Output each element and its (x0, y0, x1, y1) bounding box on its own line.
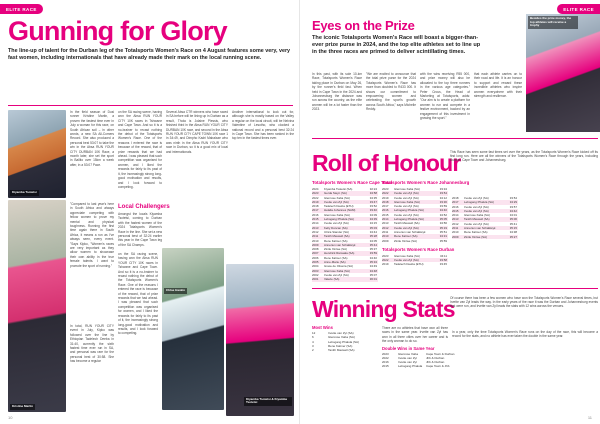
table-cell: 2016 (382, 360, 389, 365)
table-cell: Glenrose Xaba (SA) (394, 187, 420, 191)
table-row (312, 277, 378, 281)
table-cell: 2002 (312, 272, 319, 277)
elite-race-tag: ELITE RACE (557, 4, 600, 14)
table-cell: 2001 (312, 277, 319, 282)
table-cell: Kelly Duncan (SA) (324, 225, 348, 230)
table-cell: Irvette van Zyl (SA) (324, 199, 349, 204)
table-cell: 34:49 (369, 264, 377, 269)
table-cell: 33:52 (369, 204, 377, 209)
table-cell: 2014 (382, 217, 389, 222)
photo-caption: Besides the prize money, the top athletes will receive a trophy (528, 16, 578, 29)
table-cell: 2012 (382, 225, 389, 230)
table-heading: Totalsports Women's Race Johannesburg (382, 180, 470, 185)
table-row (382, 364, 448, 368)
athlete-photo (8, 200, 66, 412)
table-cell: 33:59 (439, 204, 447, 209)
table-cell: Hendrick Ramaala (SA) (324, 251, 355, 256)
table-cell: 2023 (382, 187, 389, 191)
table-cell: 2022 (382, 356, 389, 361)
table-cell: 2012 (312, 229, 319, 234)
table-cell: 35:28 (369, 234, 377, 239)
table-cell: Grace de Oliveira (SA) (324, 264, 354, 269)
table-cell: Rene Kalmer (SA) (394, 234, 418, 239)
table-cell: 34:01 (509, 213, 517, 218)
table-cell: Glenrose Xaba (SA) (394, 199, 420, 204)
table-cell: 2018 (312, 204, 319, 209)
table-cell: 2019 (382, 262, 389, 267)
table-cell: Tanith Maxwell (SA) (324, 234, 350, 239)
table-cell: 33:30 (439, 199, 447, 204)
table-cell: Lebogang Phalula (SA) (394, 208, 424, 213)
table-cell: Glenrose Xaba (SA) (324, 195, 350, 200)
table-cell: Glenrose Xaba (SA) (324, 268, 350, 273)
article-intro: The line-up of talent for the Durban leg of the Totalsports Women's Race on 4 August features some very, very fast women, including internationals that have already made their mark on the local running scene. (8, 48, 291, 61)
table-cell: Jhb & Durban (426, 360, 445, 365)
divider (8, 105, 293, 106)
article-title: Gunning for Glory (8, 16, 227, 46)
section-title: Eyes on the Prize (312, 18, 415, 33)
table-cell: Irvette van Zyl (SA) (324, 221, 349, 226)
table-cell: 34:40 (439, 208, 447, 213)
table-cell: 32:24 (369, 187, 377, 191)
table-cell: 2011 (382, 229, 389, 234)
table-cell: 34:12 (439, 195, 447, 200)
table-cell: 2014 (312, 221, 319, 226)
results-table-johannesburg (382, 180, 470, 267)
table-cell: 33:59 (369, 251, 377, 256)
table-cell: Tanith Maxwell (SA) (328, 348, 355, 353)
table-cell: 2016 (452, 204, 459, 209)
table-cell: 4 (312, 339, 314, 344)
table-cell: 2011 (312, 234, 319, 239)
table-cell: Glenrose Xaba (SA) (394, 253, 420, 258)
body-column: "We are excited to announce that the total prize purse for the 2024 Totalsports Women's Race has more than doubled to R433 000. It shows our commitment to empowering women and celebrating the sport's growth across South Africa," says Michelle Reddy. (366, 72, 416, 112)
table-cell: 2024 (312, 187, 319, 191)
table-cell: 2017 (312, 208, 319, 213)
table-cell: Zintle Xiniwe (SA) (324, 247, 347, 252)
body-column: on the SA racing scene, having won the Absa RUN YOUR CITY 10K races in Tshwane and Cape Town. And so it is a no-brainer to recast nothing the debut of the Totalsports Women's Race. One of the reasons I entered the race is because of the reward, that of prize rewards that we had ahead. I was pleased that such competition was organised for women, and I liked the rewards for fairly to its past of it, the increasingly strong long-good motivation and results, and I look forward to competing. (118, 252, 158, 336)
athlete-photo (162, 248, 224, 410)
table-cell: 2016 (382, 208, 389, 213)
table-cell: Tadelech Deeba (ETH) (324, 204, 354, 209)
subheading: Local Challengers (118, 204, 170, 210)
results-table-cape-town (312, 180, 393, 282)
table-cell: 2015 (382, 364, 389, 369)
table-cell: Cape Town & Durban (426, 351, 455, 356)
table-cell: Helalia Johannes (NAM) (324, 208, 356, 213)
table-cell: Lebogang Phalula (SA) (328, 339, 360, 344)
photo-caption: Kiyamba Tsotetsi & Kiyamba Tsotetsi (244, 397, 292, 406)
table-cell: 35:03 (369, 225, 377, 230)
table-cell: 12 (312, 331, 316, 336)
table-cell: 33:54 (439, 191, 447, 196)
table-cell: Irvette van Zyl (SA) (464, 208, 489, 213)
body-column: that each athlete carries on to their road and life. It is an honour to support and reward these incredible athletes who inspire women everywhere with their strength and resilience. (474, 72, 522, 99)
table-cell: Irvette van Zyl (SA) (464, 196, 489, 200)
table-cell: Irvette van Zyl (SA) (394, 225, 419, 230)
table-heading: Totalsports Women's Race Durban (382, 246, 455, 252)
table-cell: 34:29 (509, 200, 517, 205)
table-cell: 2010 (312, 238, 319, 243)
table-cell: 2022 (312, 195, 319, 200)
page-number: 11 (587, 415, 592, 420)
table-cell: 34:39 (369, 217, 377, 222)
table-cell: 33:45 (439, 262, 447, 267)
table-cell: 2019 (312, 199, 319, 204)
table-cell: Glenrose Xaba (398, 351, 419, 356)
table-cell: 2 (312, 348, 314, 353)
table-cell: 34:38 (509, 230, 517, 235)
table-cell: Rene Kalmer (SA) (328, 343, 353, 348)
winning-stats-title: Winning Stats (312, 296, 455, 322)
table-cell: Tanith Maxwell (SA) (394, 221, 420, 226)
table-cell: 2010 (382, 234, 389, 239)
table-cell: Annerien van Schalkwyk (464, 226, 496, 231)
stats-note: There are no athletes that have won all three races in the same year. Irvette van Zyl has won in all three cities over her career and is the only woman to do so. (382, 326, 448, 344)
roll-intro: This Race has seen some fast times set over the years, as the Totalsports Women's Race kicked off its first long run. Here are all the winners of the Totalsports Women's Race through the years, including Durban, Cape Town and Johannesburg. (450, 150, 598, 162)
divider (312, 138, 598, 139)
photo-caption: Chloe Haskin (166, 288, 186, 292)
table-cell: Annerien van Schalkwyk (394, 229, 426, 234)
table-cell: 35:19 (439, 225, 447, 230)
table-cell: Jhb & Durban (426, 356, 445, 361)
table-cell: Irvette van Zyl (SA) (464, 204, 489, 209)
right-page (300, 0, 600, 424)
table-row (452, 235, 518, 239)
table-cell: 2015 (382, 212, 389, 217)
table-cell: Glenrose Xaba (SA) (328, 335, 355, 340)
table-cell: Zintle Xiniwe (SA) (464, 234, 487, 239)
table-cell: Irvette van Zyl (SA) (324, 272, 349, 277)
table-cell: 33:47 (369, 199, 377, 204)
table-row (312, 348, 378, 352)
table-cell: 34:52 (439, 212, 447, 217)
table-cell: Lebogang Phalula (SA) (324, 217, 354, 222)
table-cell: 2013 (312, 225, 319, 230)
table-cell: 2011 (452, 226, 459, 231)
table-cell: Irvette van Zyl (SA) (394, 212, 419, 217)
table-cell: Kiyamba Tsotetsi (SA) (324, 187, 353, 191)
table-cell: 2009 (452, 234, 459, 239)
table-cell: 2022 (382, 191, 389, 196)
table-cell: Annerien van Schalkwyk (324, 242, 356, 247)
table-cell: 3 (312, 343, 314, 348)
table-cell: 2003 (312, 268, 319, 273)
elite-race-tag: ELITE RACE (0, 4, 43, 14)
table-cell: 2019 (382, 195, 389, 200)
body-column: In this past, with its sole 10-km Race, Totalsports Women's Race taking place in Durban on May 26, by the runner's field fast. When held in Cape Town in the 2024 and Johannesburg the distance was run across the country, as the elite women will be a lot faster than the 2023. (312, 72, 362, 112)
table-cell: Ulrica Stander (SA) (324, 229, 349, 234)
table-cell: Valerie (SA) (324, 277, 340, 282)
table-cell: 34:05 (369, 238, 377, 243)
table-cell: 35:05 (439, 217, 447, 222)
table-cell: Irvette van Zyl (398, 356, 417, 361)
table-cell: Rene Kalmer (SA) (324, 238, 348, 243)
table-cell: 34:35 (369, 195, 377, 200)
table-heading: Totalsports Women's Race Cape Town (312, 180, 393, 185)
table-cell: 2010 (452, 230, 459, 235)
table-cell: 2009 (382, 238, 389, 243)
table-cell: 2008 (312, 247, 319, 252)
table-cell: 34:48 (369, 268, 377, 273)
table-cell: 35:06 (509, 217, 517, 222)
table-cell: Irvette van Zyl (SA) (394, 258, 419, 263)
table-cell: 2018 (452, 196, 459, 200)
table-cell: Irvette van Zyl (SA) (394, 204, 419, 209)
divider (312, 288, 598, 289)
table-cell: 2017 (382, 204, 389, 209)
table-cell: 2015 (312, 217, 319, 222)
table-cell: Tanith Maxwell (SA) (464, 217, 490, 222)
table-cell: 2023 (382, 253, 389, 258)
table-cell: 2004 (312, 264, 319, 269)
table-cell: 34:15 (369, 221, 377, 226)
table-cell: 34:44 (369, 229, 377, 234)
table-cell: 2005 (312, 260, 319, 265)
athlete-photo (8, 110, 66, 198)
table-cell: Rene Kalmer (SA) (324, 255, 348, 260)
table-cell (356, 348, 378, 352)
table-cell: Irvette van Zyl (SA) (328, 331, 354, 336)
table-cell: Tadelech Deeba (ETH) (394, 262, 424, 267)
photo-caption: Kiyamba Tsotetsi (12, 190, 37, 195)
body-column: Another international to look out for, although she is mostly based on the Valley a regular on the local circuit, will be Nelvina Valentine of Lesotho, who clocked a national record and a personal best 32:24 in Cape Town. She has been ranked in the top ten in the fastest times ever. (232, 110, 294, 141)
table-cell: 34:09 (369, 212, 377, 217)
table-cell: Irvette van Zyl (SA) (394, 195, 419, 200)
table-cell: 34:42 (509, 208, 517, 213)
body-column: Several Absa CTR winners who have raced in SA before will be lining up in Durban as a result, Thola is Jolaine Plessis, who finished third in the Absa RUN YOUR CITY DURBAN 10K race, and second in the Absa RUN YOUR CITY CAPE TOWN 10K race 1 in 34:49, and Dimpho Kadri Mabalaze who was ninth in the Absa RUN YOUR CITY race in Durban, so it is a good mix of local and internationals. (166, 110, 228, 154)
table-cell: 35:59 (439, 238, 447, 243)
table-cell: 34:56 (439, 221, 447, 226)
table-cell: Lebogang Phalula (SA) (394, 217, 424, 222)
results-table-durban-cont (452, 196, 518, 239)
table-cell: 6 (312, 335, 314, 340)
table-cell: 2009 (312, 242, 319, 247)
table-cell: 2013 (382, 221, 389, 226)
table-cell: Lebogang Phalula (398, 364, 423, 369)
body-column: on the SA racing scene, having won the Absa RUN YOUR CITY 10K races in Tshwane and Cape Town. And so it is a no-brainer to recast nothing the debut of the Totalsports Women's Race. One of the reasons I entered the race is because of the reward, that of prize rewards that we had ahead. I was pleased that such competition was organised for women, and I liked the rewards for fairly to its past of it, the increasingly strong long-good motivation and results, and I look forward to competing. (118, 110, 162, 189)
table-cell: 33:34 (439, 187, 447, 191)
table-cell: 2023 (312, 191, 319, 196)
table-cell: 2022 (382, 258, 389, 263)
body-column: In total, RUN YOUR CITY event in July, Kipko was followed over the line by Ethiopian Tadelech Deeba in 31:40, currently the sixth fastest time ever run in SA, and personal was rare for the personal best of 30:58. She has become a regular (70, 324, 114, 364)
table-cell: Irvette van Zyl (398, 360, 417, 365)
table-cell: Irvette van Zyl (SA) (464, 221, 489, 226)
table-cell: 35:37 (369, 247, 377, 252)
table-cell: Rene Kalmer (SA) (464, 230, 488, 235)
table-cell: Irvette van Zyl (SA) (394, 191, 419, 196)
table-cell: 34:31 (439, 234, 447, 239)
table-row (382, 262, 448, 266)
table-cell: 33:57 (509, 204, 517, 209)
most-wins-table (312, 326, 378, 352)
table-cell: 34:11 (439, 253, 447, 258)
table-cell: Zintle Xiniwe (SA) (394, 238, 417, 243)
table-row (382, 239, 448, 243)
table-cell: 2007 (312, 251, 319, 256)
table-cell: Anne-Marie (SA) (324, 260, 346, 265)
table-cell: 35:41 (509, 221, 517, 226)
table-cell: 36:01 (369, 277, 377, 282)
body-column: In a year, only the time Totalsports Women's Race runs on the day of the race, this will become a record for the stats, and no athlete has ever taken the double in the same year. (452, 330, 598, 339)
table-heading: Double Wins in Same Year (382, 345, 435, 351)
winning-stats-intro: Of course there has been a few women who have won the Totalsports Women's Race several times, but Irvette van Zyl leads the way. In the early years of the race it was the Durban and Johannesburg events that were run, and Irvette van Zyl leads the stats with 12 wins across the venues. (450, 296, 598, 308)
athlete-photo (226, 264, 294, 416)
table-cell: 35:44 (369, 242, 377, 247)
photo-caption: Kristine Martin (12, 404, 34, 409)
table-cell: 35:15 (509, 226, 517, 231)
double-wins-table (382, 326, 455, 369)
table-cell: Lebogang Phalula (SA) (464, 200, 494, 205)
table-cell: 35:07 (369, 272, 377, 277)
table-cell: 2016 (312, 212, 319, 217)
table-cell: 34:40 (369, 255, 377, 260)
page-number: 10 (8, 415, 13, 420)
table-cell: Gerda Steyn (SA) (324, 191, 347, 196)
table-cell: 2018 (382, 199, 389, 204)
body-column: Amongst the locals Kiyamba Tsotetsi, coming to Durban with the fastest women of the 2024 Totalsports Women's Race in the line. She set a new personal best of 32:24 earlier this year in the Cape Town leg of the SA Champs. (118, 212, 162, 247)
table-cell: 33:54 (509, 196, 517, 200)
table-cell: 33:40 (369, 208, 377, 213)
table-cell: 33:58 (439, 258, 447, 263)
table-cell: 2017 (452, 200, 459, 205)
table-heading: Most Wins (312, 325, 333, 330)
table-cell: Cape Town & Jhb (426, 364, 450, 369)
table-cell: 2012 (452, 221, 459, 226)
table-cell: Glenrose Xaba (SA) (324, 212, 350, 217)
table-cell: 2013 (452, 217, 459, 222)
table-cell: 35:51 (439, 229, 447, 234)
body-column: "Compared to last year's here in South Africa and always appreciate competing with fellow women to prove my mental and physical toughness. Running the first time again there in South Africa, it means a run as I've always seen, every event. "Says Kipko, "Women's races are very important as they allow women to showcase their own ability in the true female talents. I want to promote the sport of running." (70, 202, 114, 268)
table-cell: 2015 (452, 208, 459, 213)
athlete-photo (526, 14, 600, 132)
table-cell: 34:58 (369, 191, 377, 196)
table-cell: 35:34 (369, 260, 377, 265)
table-cell: 2006 (312, 255, 319, 260)
body-column: In the field season of Dusi runner Kristine Martin, a proven the fastest time ever in July a woman for this race, on South African soil – in other words, a new SA All-Comers Record. She also produced a personal best 53:07 to take the win in the Absa RUN YOUR CITY DURBAN 10K Race, a month later, she set the sport in Ballito over 15km a week after, in a 53:07 Pace. (70, 110, 114, 167)
body-column: with the wins receiving R55 000, and prize money will also be allocated to the top three runners in the various age categories." Peter Crous, the Head of Marketing at Totalsports, adds: "Our aim is to create a platform for women to run and compete in a festive environment, backed by an engagement of this investment in growing the sport." (420, 72, 470, 121)
table-cell: Glenrose Xaba (SA) (464, 213, 490, 218)
table-cell: 2023 (382, 351, 389, 356)
table-cell: 35:27 (509, 234, 517, 239)
section-intro: The iconic Totalsports Women's Race will boast a bigger-than-ever prize purse in 2024, and the top elite athletes set to line up in the three races are primed to deliver scintillating times. (312, 35, 481, 55)
table-cell: 2014 (452, 213, 459, 218)
roll-of-honour-title: Roll of Honour (312, 150, 461, 176)
